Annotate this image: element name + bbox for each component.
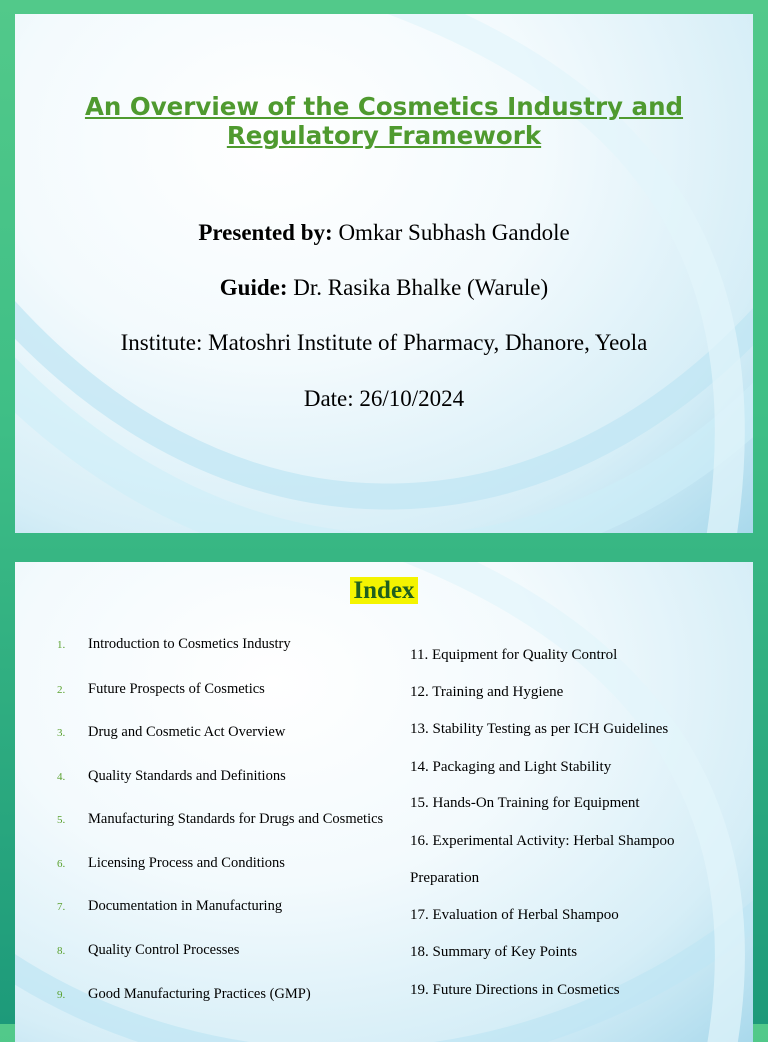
list-item: [15, 681, 395, 703]
guide-label: Guide:: [219, 275, 288, 300]
item-text: Good Manufacturing Practices (GMP): [88, 986, 311, 1002]
presentation-title: An Overview of the Cosmetics Industry and Regulatory Framework: [84, 92, 684, 150]
item-number: 7.: [57, 901, 66, 913]
index-slide: [15, 562, 753, 1042]
list-item: 15. Hands-On Training for Equipment: [410, 795, 640, 811]
presenter-name: Omkar Subhash Gandole: [332, 220, 570, 245]
list-item: 18. Summary of Key Points: [410, 944, 578, 960]
background-swoosh: [15, 562, 753, 1042]
title-slide: [15, 14, 753, 533]
list-item: 11. Equipment for Quality Control: [410, 647, 618, 663]
item-number: 9.: [57, 989, 66, 1001]
index-title-text: Index: [350, 577, 417, 604]
index-heading: [15, 577, 753, 605]
guide-line: [15, 275, 753, 301]
item-text: Future Prospects of Cosmetics: [88, 681, 265, 697]
list-item: 16. Experimental Activity: Herbal Shampoo: [410, 833, 675, 849]
list-item: [15, 636, 395, 658]
list-item: [15, 855, 395, 877]
item-text: Documentation in Manufacturing: [88, 898, 283, 914]
list-item: [15, 811, 395, 833]
item-number: 5.: [57, 814, 66, 826]
item-number: 4.: [57, 771, 66, 783]
list-item: [15, 768, 395, 790]
institute-line: Institute: Matoshri Institute of Pharmacy, Dhanore, Yeola: [120, 330, 648, 355]
presented-by-label: Presented by:: [198, 220, 333, 245]
list-item: 14. Packaging and Light Stability: [410, 759, 612, 775]
date-line: Date: 26/10/2024: [303, 386, 465, 411]
item-text: Drug and Cosmetic Act Overview: [88, 724, 286, 740]
item-number: 8.: [57, 945, 66, 957]
list-item: 19. Future Directions in Cosmetics: [410, 982, 620, 998]
list-item: 17. Evaluation of Herbal Shampoo: [410, 907, 619, 923]
list-item: 13. Stability Testing as per ICH Guidelines: [410, 721, 669, 737]
item-text: Quality Control Processes: [88, 942, 240, 958]
list-item: [15, 898, 395, 920]
guide-name: Dr. Rasika Bhalke (Warule): [287, 275, 549, 300]
list-item: [15, 942, 395, 964]
item-number: 6.: [57, 858, 66, 870]
item-number: 3.: [57, 727, 66, 739]
item-text: Manufacturing Standards for Drugs and Cosmetics: [88, 811, 384, 827]
presenter-line: [15, 220, 753, 246]
list-item: [15, 724, 395, 746]
item-text: Quality Standards and Definitions: [88, 768, 286, 784]
list-item: [15, 986, 395, 1008]
item-text: Licensing Process and Conditions: [88, 855, 285, 871]
list-item-continuation: Preparation: [410, 870, 480, 886]
item-text: Introduction to Cosmetics Industry: [88, 636, 291, 652]
item-number: 1.: [57, 639, 66, 651]
item-number: 2.: [57, 684, 66, 696]
list-item: 12. Training and Hygiene: [410, 684, 564, 700]
